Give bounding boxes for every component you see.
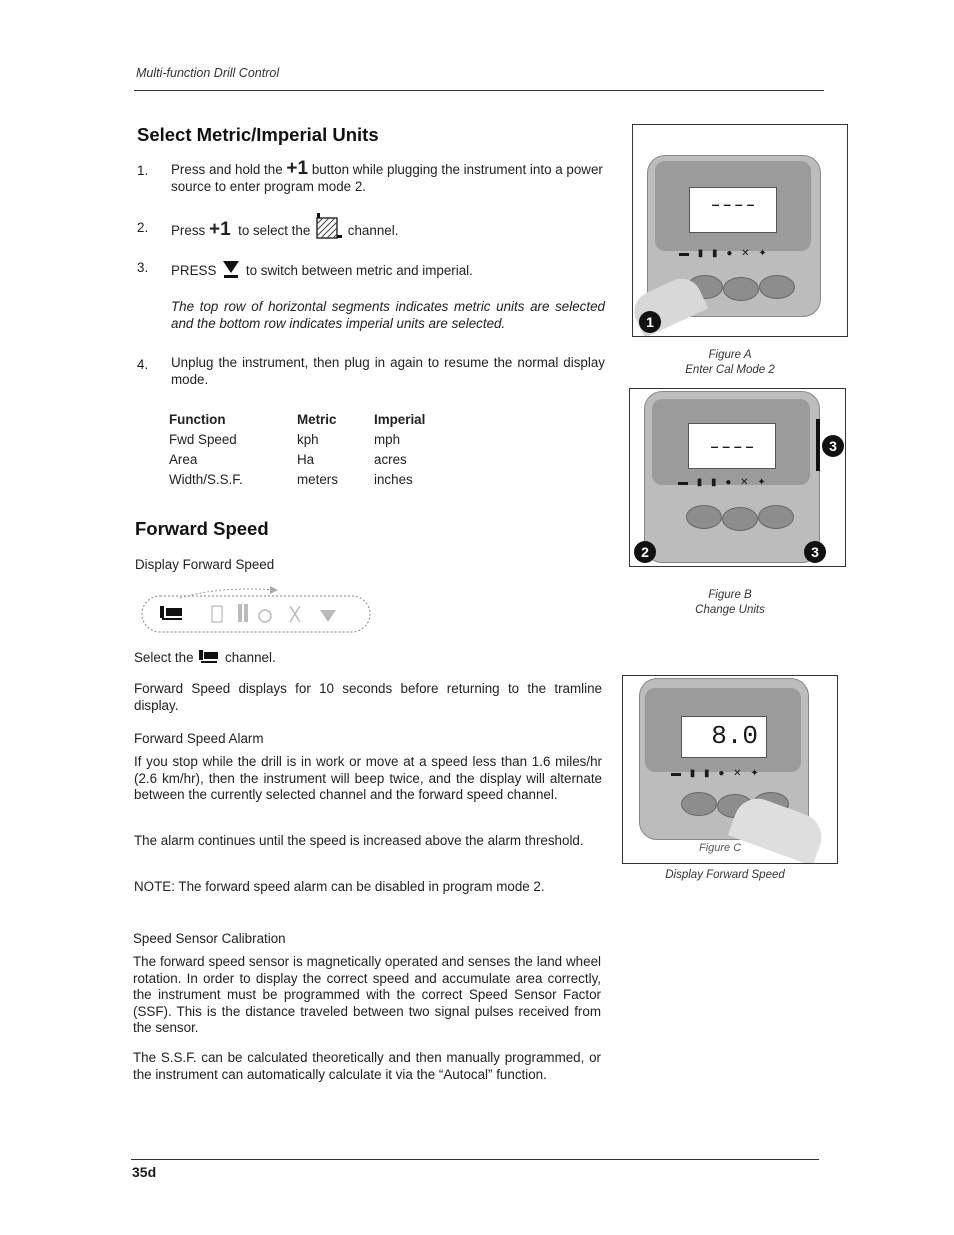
section-heading-forward-speed: Forward Speed: [135, 518, 269, 539]
step-badge: 3: [822, 435, 844, 457]
subheading-forward-speed-alarm: Forward Speed Alarm: [134, 731, 264, 746]
step-badge: 2: [634, 541, 656, 563]
table-cell: Width/S.S.F.: [169, 472, 243, 487]
channel-strip-illustration: [140, 584, 375, 641]
figure-c-caption: Display Forward Speed: [665, 869, 785, 881]
figure-b-caption: Figure B Change Units: [695, 589, 765, 616]
table-cell: inches: [374, 472, 413, 487]
table-header: Metric: [297, 412, 337, 427]
footer-rule: [131, 1159, 819, 1160]
units-channel-icon: [314, 212, 344, 251]
down-arrow-button-icon: [220, 258, 242, 285]
step-number: 4.: [137, 357, 149, 372]
units-table: [169, 410, 469, 490]
table-cell: Fwd Speed: [169, 432, 237, 447]
table-cell: mph: [374, 432, 401, 447]
lcd-display: – – – –: [689, 187, 777, 233]
units-button: [722, 507, 758, 531]
cal-button: [759, 275, 795, 299]
figure-b-image: – – – – ▬ ▮ ▮ ● ✕ ✦ 3 2 3: [629, 388, 846, 567]
alarm-paragraph: If you stop while the drill is in work or move at a speed less than 1.6 miles/hr (2.6 km/hr), then the instrument will beep twice, and the display will alternate between the currently selected channel and the forward speed channel.: [134, 754, 602, 803]
step-3-text: PRESS to switch between metric and imperial.: [171, 258, 611, 285]
table-cell: kph: [297, 432, 319, 447]
speed-button: [681, 792, 717, 816]
table-cell: meters: [297, 472, 338, 487]
step-number: 3.: [137, 260, 149, 275]
plus-one-icon: +1: [286, 158, 309, 179]
calibration-paragraph: The forward speed sensor is magnetically operated and senses the land wheel rotation. In order to display the correct speed and accumulate area correctly, the instrument must be programmed with the correct Speed Sensor Factor (SSF). This is the distance traveled between two signal pulses received from the sensor.: [133, 954, 601, 1036]
cal-button: [723, 277, 759, 301]
table-header: Function: [169, 412, 226, 427]
units-button: [758, 505, 794, 529]
units-button: [686, 505, 722, 529]
table-cell: acres: [374, 452, 407, 467]
step-1-text: Press and hold the +1 button while plugging the instrument into a power source to enter program mode 2.: [171, 158, 603, 194]
forward-speed-paragraph: Forward Speed displays for 10 seconds before returning to the tramline display.: [134, 681, 602, 713]
step-badge: 1: [639, 311, 661, 333]
table-header: Imperial: [374, 412, 426, 427]
select-channel-text: Select the channel.: [134, 648, 276, 669]
subheading-display-forward-speed: Display Forward Speed: [135, 557, 275, 572]
step-number: 1.: [137, 163, 149, 178]
subheading-speed-sensor-calibration: Speed Sensor Calibration: [133, 931, 286, 946]
step-2-text: Press +1 to select the channel.: [171, 212, 611, 251]
units-note: The top row of horizontal segments indicates metric units are selected and the bottom row indicates imperial units are selected.: [171, 299, 605, 331]
speed-channel-icon: [197, 648, 221, 669]
running-header: Multi-function Drill Control: [136, 66, 280, 80]
table-cell: Ha: [297, 452, 315, 467]
page-number: 35d: [132, 1164, 157, 1180]
autocal-paragraph: The S.S.F. can be calculated theoretically and then manually programmed, or the instrument can automatically calculate it via the “Autocal” function.: [133, 1050, 601, 1082]
step-number: 2.: [137, 220, 149, 235]
figure-c-label: Figure C: [699, 842, 742, 854]
figure-a-caption: Figure A Enter Cal Mode 2: [685, 349, 775, 376]
section-heading-units: Select Metric/Imperial Units: [137, 124, 379, 145]
header-rule: [134, 90, 824, 91]
figure-c-image: 8.0 ▬ ▮ ▮ ● ✕ ✦ Figure C: [622, 675, 838, 864]
alarm-note: NOTE: The forward speed alarm can be disabled in program mode 2.: [134, 879, 545, 894]
step-badge: 3: [804, 541, 826, 563]
plus-one-icon: +1: [208, 219, 231, 241]
lcd-display: – – – –: [688, 423, 776, 469]
step-4-text: Unplug the instrument, then plug in again to resume the normal display mode.: [171, 355, 605, 387]
alarm-threshold-paragraph: The alarm continues until the speed is increased above the alarm threshold.: [134, 833, 584, 848]
lcd-display: 8.0: [681, 716, 767, 758]
table-cell: Area: [169, 452, 198, 467]
figure-a-image: – – – – ▬ ▮ ▮ ● ✕ ✦ 1: [632, 124, 848, 337]
